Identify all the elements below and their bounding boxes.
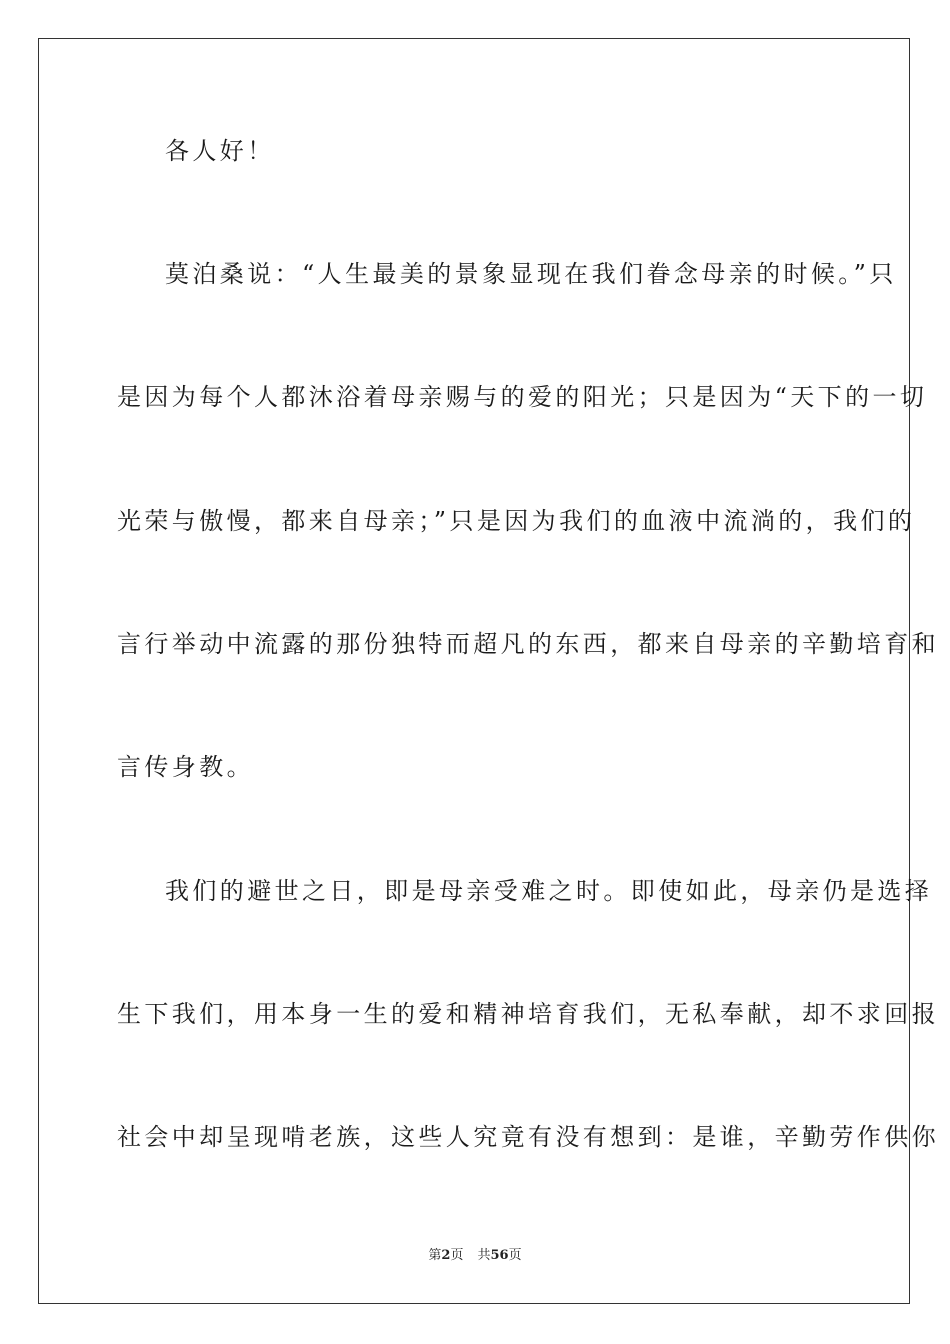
page-number: 2 (441, 1248, 451, 1263)
total-pages: 56 (490, 1248, 509, 1263)
total-prefix: 共 (477, 1248, 491, 1263)
total-unit: 页 (508, 1248, 522, 1263)
paragraph-line: 社会中却呈现啃老族，这些人究竟有没有想到：是谁，辛勤劳作供你 (117, 1123, 939, 1151)
page-footer (0, 1248, 950, 1264)
page-unit: 页 (450, 1248, 464, 1263)
paragraph-line: 莫泊桑说：“人生最美的景象显现在我们眷念母亲的时候。”只 (165, 260, 897, 288)
paragraph-line: 我们的避世之日，即是母亲受难之时。即使如此，母亲仍是选择 (165, 877, 933, 905)
page-prefix: 第 (428, 1248, 442, 1263)
page-border (38, 38, 939, 1304)
paragraph-line: 是因为每个人都沐浴着母亲赐与的爱的阳光；只是因为“天下的一切 (117, 383, 928, 411)
paragraph-line: 言传身教。 (117, 753, 254, 781)
paragraph-line: 生下我们，用本身一生的爱和精神培育我们，无私奉献，却不求回报 (117, 1000, 939, 1028)
paragraph-line: 光荣与傲慢，都来自母亲；”只是因为我们的血液中流淌的，我们的 (117, 507, 916, 535)
greeting-line: 各人好！ (165, 137, 275, 165)
paragraph-line: 言行举动中流露的那份独特而超凡的东西，都来自母亲的辛勤培育和 (117, 630, 939, 658)
